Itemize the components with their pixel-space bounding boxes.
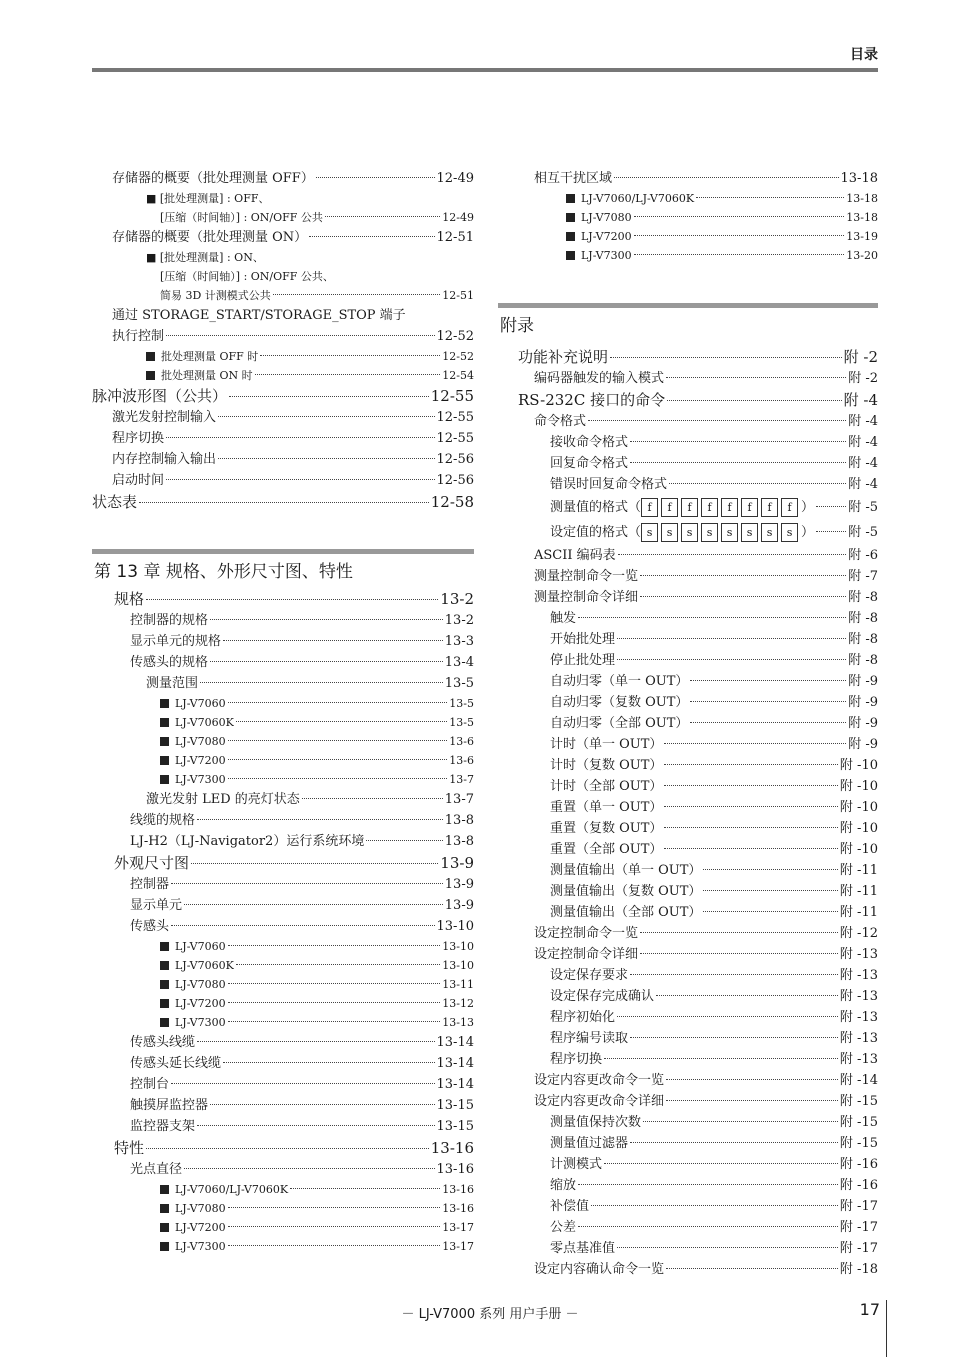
toc-entry: 控制器 13-9 [130, 877, 474, 892]
bullet-square-icon [160, 718, 169, 727]
toc-entry: 测量值过滤器 附 -15 [550, 1136, 878, 1151]
format-cell: f [781, 498, 798, 517]
toc-entry: 自动归零（全部 OUT） 附 -9 [550, 716, 878, 731]
toc-entry: 设定控制命令详细 附 -13 [534, 947, 878, 962]
toc-entry: 测量范围 13-5 [146, 676, 474, 691]
toc-entry: LJ-V7060 13-5 [92, 694, 474, 713]
page-number: 17 [859, 1300, 880, 1319]
format-cell: s [681, 523, 698, 542]
toc-entry: 自动归零（复数 OUT） 附 -9 [550, 695, 878, 710]
toc-entry: 测量值输出（复数 OUT） 附 -11 [550, 884, 878, 899]
bullet-square-icon [160, 1185, 169, 1194]
toc-entry: LJ-V7060 13-10 [92, 937, 474, 956]
format-cells [641, 523, 801, 542]
toc-entry: 批处理测量 OFF 时 12-52 [92, 347, 474, 366]
toc-entry: LJ-V7200 13-17 [92, 1218, 474, 1237]
format-cell: s [781, 523, 798, 542]
format-cells [641, 498, 801, 517]
toc-entry: 线缆的规格 13-8 [130, 813, 474, 828]
toc-entry: LJ-V7060K 13-10 [92, 956, 474, 975]
toc-entry: 脉冲波形图（公共） 12-55 [92, 387, 474, 405]
format-cell: s [701, 523, 718, 542]
header-rule [92, 68, 878, 72]
toc-entry: 设定保存要求 附 -13 [550, 968, 878, 983]
toc-entry: LJ-V7300 13-13 [92, 1013, 474, 1032]
toc-entry: 接收命令格式 附 -4 [550, 435, 878, 450]
bullet-square-icon [566, 213, 575, 222]
format-cell: f [681, 498, 698, 517]
toc-entry: 缩放 附 -16 [550, 1178, 878, 1193]
format-cell: f [641, 498, 658, 517]
toc-entry: LJ-V7080 13-11 [92, 975, 474, 994]
toc-entry: 外观尺寸图 13-9 [114, 854, 474, 872]
bullet-square-icon [146, 371, 155, 380]
footer-manual-title: － LJ-V7000 系列 用户手册 － [401, 1307, 579, 1322]
toc-entry: 计时（单一 OUT） 附 -9 [550, 737, 878, 752]
bullet-square-icon [160, 1204, 169, 1213]
format-cell: s [661, 523, 678, 542]
toc-entry: 控制台 13-14 [130, 1077, 474, 1092]
toc-entry: 传感头的规格 13-4 [130, 655, 474, 670]
toc-left-column [92, 168, 474, 1256]
toc-entry: LJ-V7060K 13-5 [92, 713, 474, 732]
toc-entry: 存储器的概要（批处理测量 ON） 12-51 [112, 230, 474, 245]
toc-entry: 设定内容更改命令详细 附 -15 [534, 1094, 878, 1109]
toc-entry: LJ-V7200 13-6 [92, 751, 474, 770]
toc-entry: 程序切换 附 -13 [550, 1052, 878, 1067]
toc-entry: RS-232C 接口的命令 附 -4 [518, 391, 878, 409]
appendix-title: 附录 [500, 316, 534, 336]
toc-entry: LJ-V7060/LJ-V7060K 13-18 [498, 189, 878, 208]
bullet-square-icon [160, 980, 169, 989]
toc-entry: LJ-V7200 13-12 [92, 994, 474, 1013]
toc-entry: 补偿值 附 -17 [550, 1199, 878, 1214]
format-cell: s [641, 523, 658, 542]
section-rule [92, 549, 474, 554]
toc-entry: 测量值输出（单一 OUT） 附 -11 [550, 863, 878, 878]
bullet-square-icon [160, 775, 169, 784]
bullet-square-icon [160, 1018, 169, 1027]
footer-divider [886, 1300, 887, 1357]
toc-entry: 状态表 12-58 [92, 493, 474, 511]
toc-entry: 停止批处理 附 -8 [550, 653, 878, 668]
format-cell: s [741, 523, 758, 542]
toc-entry: 功能补充说明 附 -2 [518, 348, 878, 366]
toc-entry: 相互干扰区域 13-18 [534, 171, 878, 186]
bullet-square-icon [160, 942, 169, 951]
toc-entry: 命令格式 附 -4 [534, 414, 878, 429]
bullet-square-icon [160, 699, 169, 708]
toc-entry: LJ-H2（LJ-Navigator2）运行系统环境 13-8 [130, 834, 474, 849]
toc-entry: ASCII 编码表 附 -6 [534, 548, 878, 563]
toc-entry: 规格 13-2 [114, 590, 474, 608]
toc-entry: 回复命令格式 附 -4 [550, 456, 878, 471]
toc-entry: 触发 附 -8 [550, 611, 878, 626]
bullet-square-icon [160, 756, 169, 765]
toc-entry: LJ-V7200 13-19 [498, 227, 878, 246]
toc-entry: 重置（复数 OUT） 附 -10 [550, 821, 878, 836]
bullet-square-icon [160, 737, 169, 746]
toc-entry: 测量值保持次数 附 -15 [550, 1115, 878, 1130]
format-cell: f [761, 498, 778, 517]
toc-entry: 零点基准值 附 -17 [550, 1241, 878, 1256]
toc-entry: ■ [批处理测量] : ON、 [146, 251, 264, 264]
toc-entry: 设定内容确认命令一览 附 -18 [534, 1262, 878, 1277]
toc-entry: 控制器的规格 13-2 [130, 613, 474, 628]
toc-entry: 计时（全部 OUT） 附 -10 [550, 779, 878, 794]
toc-entry: 存储器的概要（批处理测量 OFF） 12-49 [112, 171, 474, 186]
toc-entry: [压缩（时间轴）] : ON/OFF 公共、 [160, 270, 334, 283]
format-cell: f [741, 498, 758, 517]
toc-entry: 传感头线缆 13-14 [130, 1035, 474, 1050]
toc-entry: LJ-V7080 13-6 [92, 732, 474, 751]
toc-entry: 程序初始化 附 -13 [550, 1010, 878, 1025]
toc-entry: 编码器触发的输入模式 附 -2 [534, 371, 878, 386]
toc-entry: 重置（单一 OUT） 附 -10 [550, 800, 878, 815]
bullet-square-icon [160, 1223, 169, 1232]
toc-entry: 显示单元的规格 13-3 [130, 634, 474, 649]
toc-entry: 通过 STORAGE_START/STORAGE_STOP 端子 [112, 308, 406, 323]
toc-entry: 自动归零（单一 OUT） 附 -9 [550, 674, 878, 689]
toc-entry: 设定控制命令一览 附 -12 [534, 926, 878, 941]
header-title: 目录 [850, 47, 878, 63]
bullet-square-icon [160, 999, 169, 1008]
toc-entry: 设定内容更改命令一览 附 -14 [534, 1073, 878, 1088]
toc-entry: LJ-V7300 13-7 [92, 770, 474, 789]
toc-entry: 计时（复数 OUT） 附 -10 [550, 758, 878, 773]
toc-entry: 监控器支架 13-15 [130, 1119, 474, 1134]
toc-entry: 特性 13-16 [114, 1139, 474, 1157]
format-cell: s [761, 523, 778, 542]
bullet-square-icon [566, 232, 575, 241]
toc-entry: 光点直径 13-16 [130, 1162, 474, 1177]
toc-entry: LJ-V7080 13-16 [92, 1199, 474, 1218]
toc-entry: 测量控制命令详细 附 -8 [534, 590, 878, 605]
toc-entry: 执行控制 12-52 [112, 329, 474, 344]
toc-entry: LJ-V7300 13-20 [498, 246, 878, 265]
format-cell: f [661, 498, 678, 517]
toc-entry: 公差 附 -17 [550, 1220, 878, 1235]
toc-entry: 计测模式 附 -16 [550, 1157, 878, 1172]
toc-entry: 批处理测量 ON 时 12-54 [92, 366, 474, 385]
bullet-square-icon [160, 961, 169, 970]
toc-entry: LJ-V7300 13-17 [92, 1237, 474, 1256]
toc-right-column [498, 168, 878, 1280]
toc-entry: [压缩（时间轴）] : ON/OFF 公共 12-49 [160, 211, 474, 224]
toc-entry: 重置（全部 OUT） 附 -10 [550, 842, 878, 857]
toc-entry: ■ [批处理测量] : OFF、 [146, 192, 270, 205]
toc-entry: 传感头 13-10 [130, 919, 474, 934]
toc-entry: 简易 3D 计测模式公共 12-51 [160, 289, 474, 302]
bullet-square-icon [146, 352, 155, 361]
toc-entry: LJ-V7060/LJ-V7060K 13-16 [92, 1180, 474, 1199]
format-cell: f [701, 498, 718, 517]
toc-entry: 开始批处理 附 -8 [550, 632, 878, 647]
bullet-square-icon [566, 251, 575, 260]
toc-entry: 显示单元 13-9 [130, 898, 474, 913]
format-cell: f [721, 498, 738, 517]
toc-entry: 内存控制输入输出 12-56 [112, 452, 474, 467]
toc-entry: 测量值的格式（ f f f f f f f f ） 附 -5 [550, 500, 878, 515]
toc-entry: 启动时间 12-56 [112, 473, 474, 488]
toc-entry: 设定保存完成确认 附 -13 [550, 989, 878, 1004]
toc-entry: 触摸屏监控器 13-15 [130, 1098, 474, 1113]
format-cell: s [721, 523, 738, 542]
toc-entry: 程序编号读取 附 -13 [550, 1031, 878, 1046]
toc-entry: 激光发射控制输入 12-55 [112, 410, 474, 425]
chapter-13-title: 第 13 章 规格、外形尺寸图、特性 [94, 562, 353, 582]
toc-entry: 测量控制命令一览 附 -7 [534, 569, 878, 584]
toc-entry: 传感头延长线缆 13-14 [130, 1056, 474, 1071]
toc-entry: 测量值输出（全部 OUT） 附 -11 [550, 905, 878, 920]
bullet-square-icon [160, 1242, 169, 1251]
toc-entry: 错误时回复命令格式 附 -4 [550, 477, 878, 492]
section-rule [498, 303, 878, 308]
toc-entry: 程序切换 12-55 [112, 431, 474, 446]
toc-entry: LJ-V7080 13-18 [498, 208, 878, 227]
toc-entry: 激光发射 LED 的亮灯状态 13-7 [146, 792, 474, 807]
toc-entry: 设定值的格式（ s s s s s s s s ） 附 -5 [550, 525, 878, 540]
bullet-square-icon [566, 194, 575, 203]
